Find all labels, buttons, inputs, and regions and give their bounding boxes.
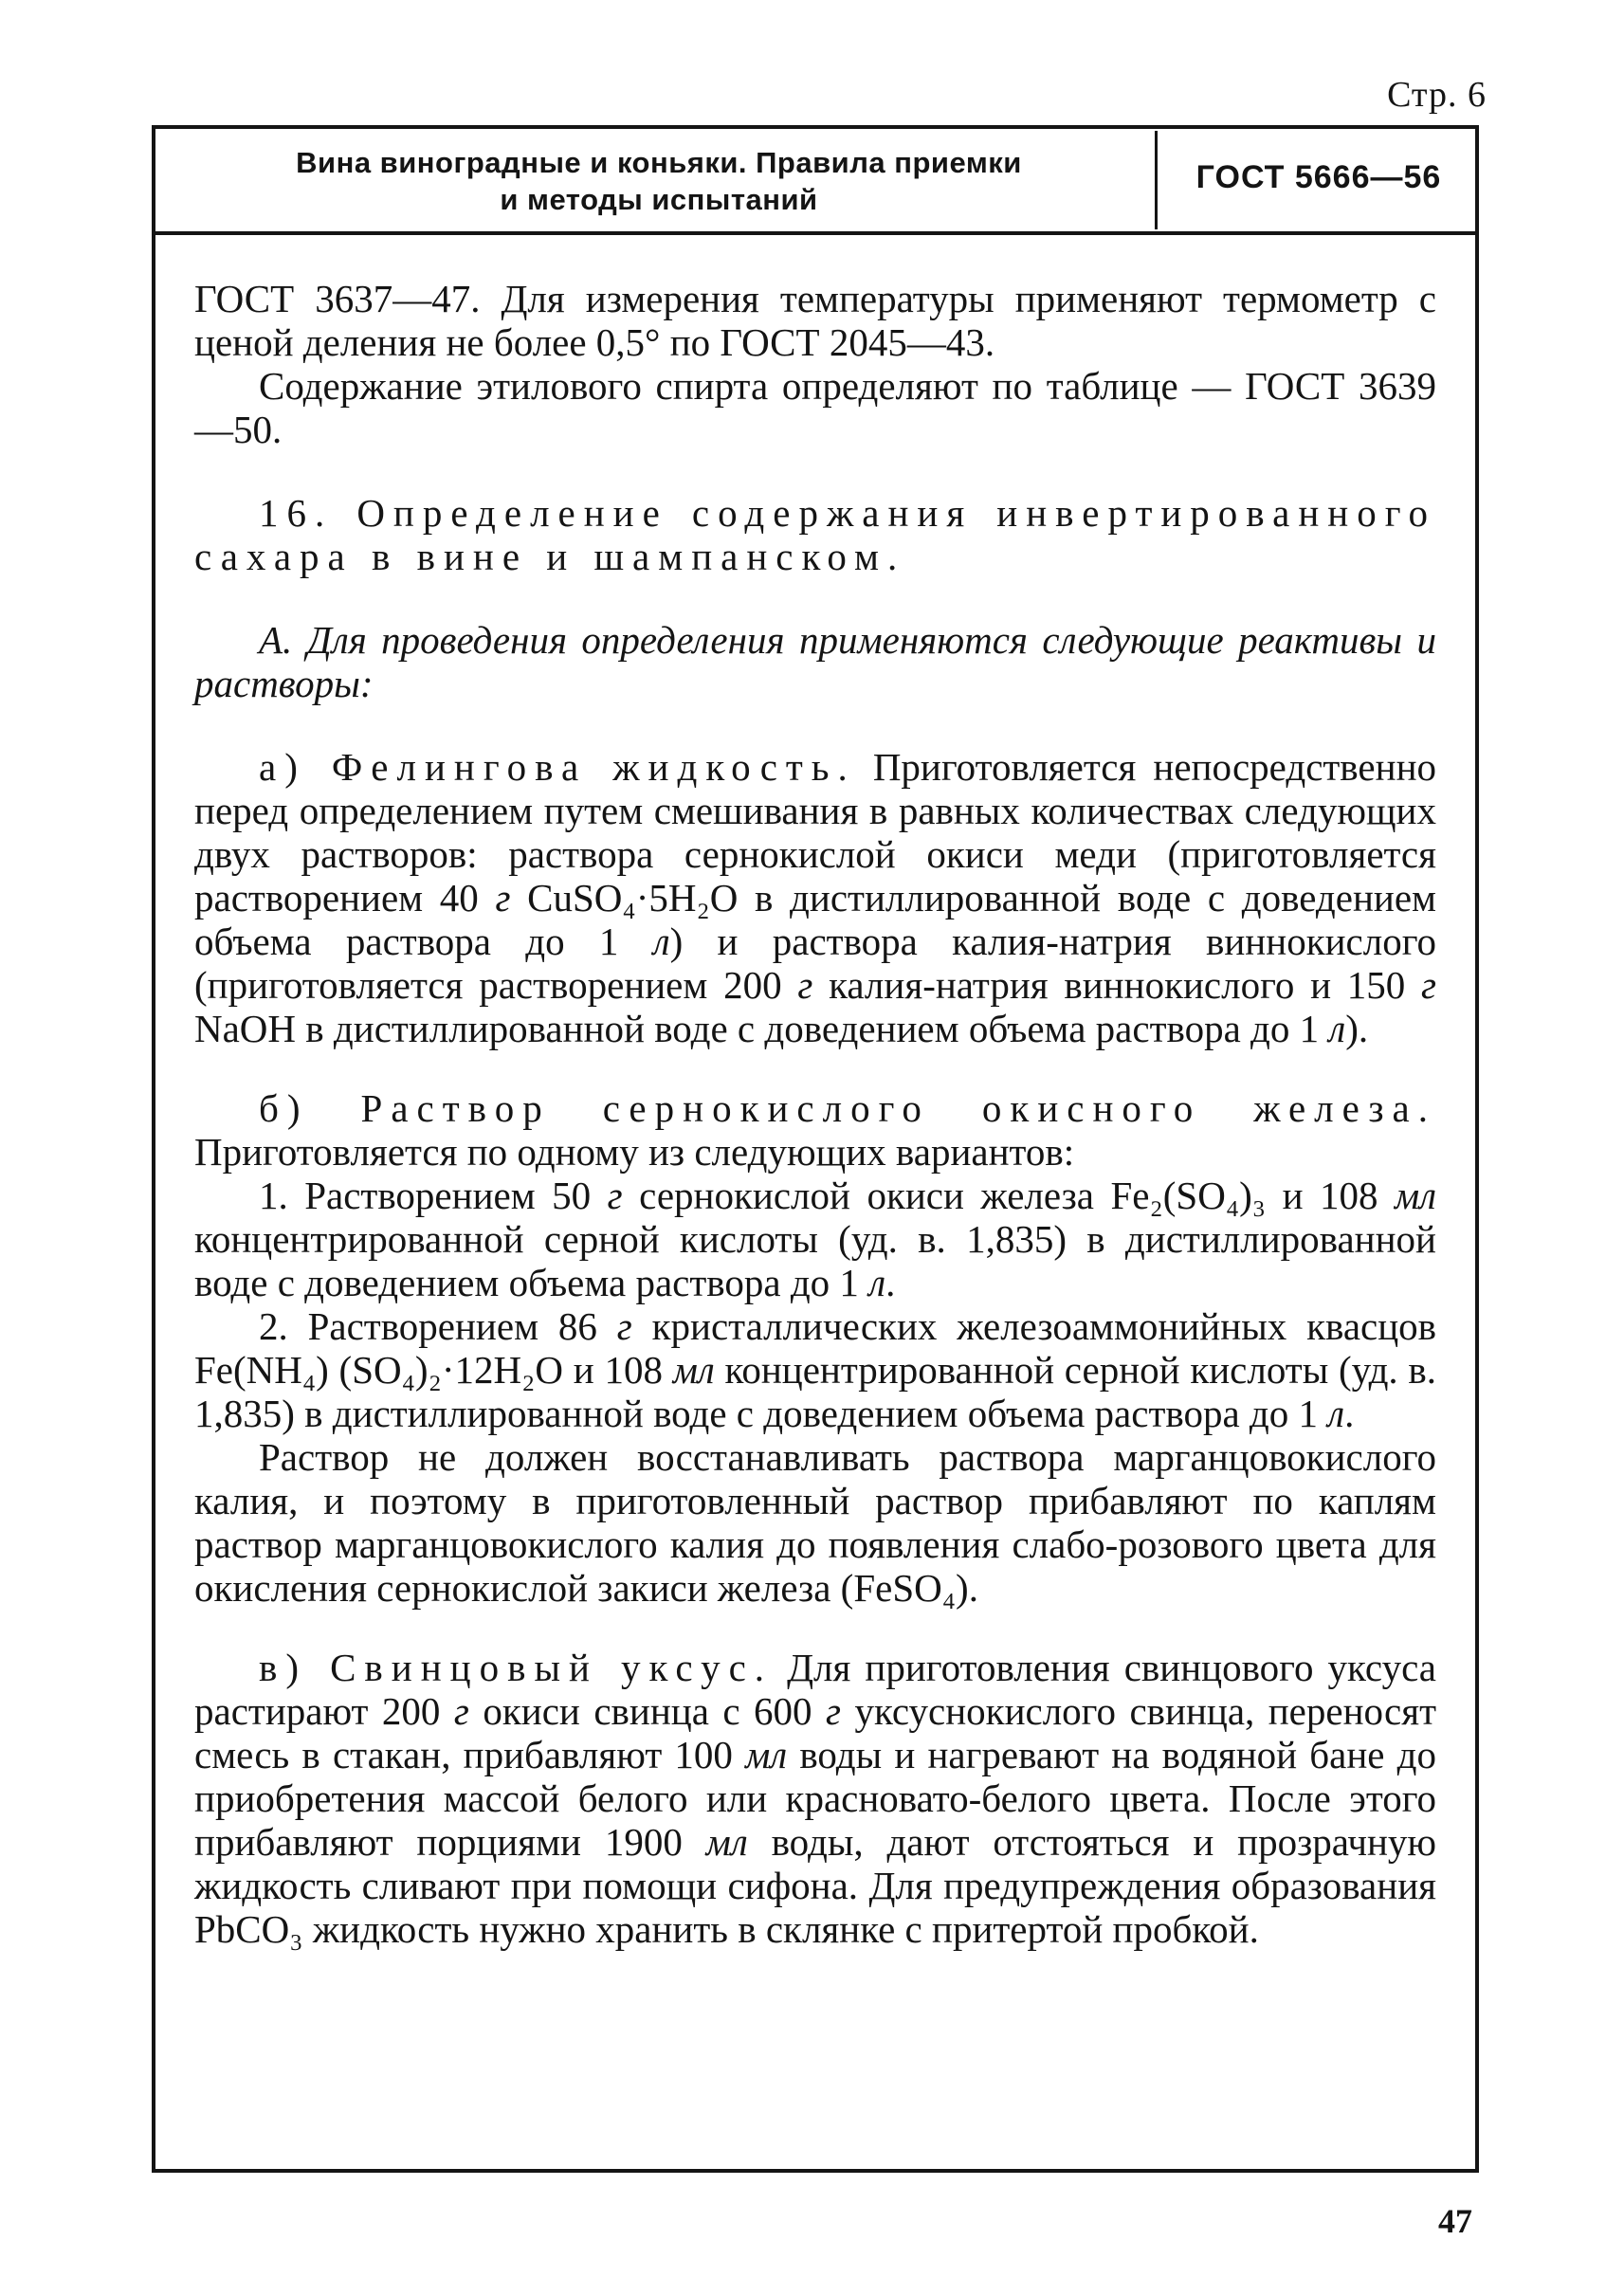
header-title bbox=[166, 144, 1152, 218]
header-title-line2: и методы испытаний bbox=[500, 183, 818, 216]
paragraph-alcohol-content: Содержание этилового спирта определяют по таблице — ГОСТ 3639—50. bbox=[194, 364, 1436, 451]
header-divider bbox=[1155, 131, 1158, 229]
item-b-iron-sulfate: б) Раствор сернокислого окисного железа. Приготовляется по одному из следующих вариантов: bbox=[194, 1086, 1436, 1174]
item-b-variant-1: 1. Растворением 50 г сернокислой окиси железа Fe₂(SO₄)₃ и 108 мл концентрированной серной кислоты (уд. в. 1,835) в дистиллированной воде с доведением объема раствора до 1 л. bbox=[194, 1174, 1437, 1304]
page-label: Стр. 6 bbox=[1387, 75, 1487, 115]
item-b-heading: б) Раствор сернокислого окисного железа. bbox=[259, 1086, 1436, 1130]
item-v-heading: в) Свинцовый уксус. bbox=[259, 1646, 774, 1689]
item-a-fehling: а) Фелингова жидкость. Приготовляется непосредственно перед определением путем смешивания в равных количествах следующих двух растворов: раствора сернокислой окиси меди (приготовляется растворением 40 г CuSO₄·5H₂O в дистиллированной воде с доведением объема раствора до 1 л) и раствора калия-натрия виннокислого (приготовляется растворением 200 г калия-натрия виннокислого и 150 г NaOH в дистиллированной воде с доведением объема раствора до 1 л). bbox=[194, 745, 1437, 1050]
header-title-line1: Вина виноградные и коньяки. Правила приемки bbox=[296, 146, 1022, 179]
item-a-heading: а) Фелингова жидкость. bbox=[259, 745, 856, 789]
item-b-note: Раствор не должен восстанавливать раствора марганцовокислого калия, и поэтому в приготовленный раствор прибавляют по каплям раствор марганцовокислого калия до появления слабо-розового цвета для окисления сернокислой закиси железа (FeSO₄). bbox=[194, 1435, 1436, 1610]
subsection-a-heading: А. Для проведения определения применяются следующие реактивы и растворы: bbox=[194, 618, 1436, 705]
document-body bbox=[194, 277, 1436, 1951]
header-bottom-rule bbox=[152, 231, 1479, 235]
section-16-heading: 16. Определение содержания инвертированного сахара в вине и шампанском. bbox=[194, 491, 1436, 578]
frame-top-rule bbox=[152, 125, 1479, 129]
page-number: 47 bbox=[1438, 2202, 1472, 2240]
standard-code: ГОСТ 5666—56 bbox=[1195, 159, 1442, 195]
paragraph-gost-3637: ГОСТ 3637—47. Для измерения температуры применяют термометр с ценой деления не более 0,5° по ГОСТ 2045—43. bbox=[194, 277, 1436, 364]
item-b-variant-2: 2. Растворением 86 г кристаллических железоаммонийных квасцов Fe(NH₄) (SO₄)₂·12H₂O и 108 мл концентрированной серной кислоты (уд. в. 1,835) в дистиллированной воде с доведением объема раствора до 1 л. bbox=[194, 1304, 1437, 1435]
frame-bottom-rule bbox=[152, 2169, 1479, 2173]
item-v-lead-vinegar: в) Свинцовый уксус. Для приготовления свинцового уксуса растирают 200 г окиси свинца с 600 г уксуснокислого свинца, переносят смесь в стакан, прибавляют 100 мл воды и нагревают на водяной бане до приобретения массой белого или красновато-белого цвета. После этого прибавляют порциями 1900 мл воды, дают отстояться и прозрачную жидкость сливают при помощи сифона. Для предупреждения образования PbCO₃ жидкость нужно хранить в склянке с притертой пробкой. bbox=[194, 1646, 1437, 1951]
